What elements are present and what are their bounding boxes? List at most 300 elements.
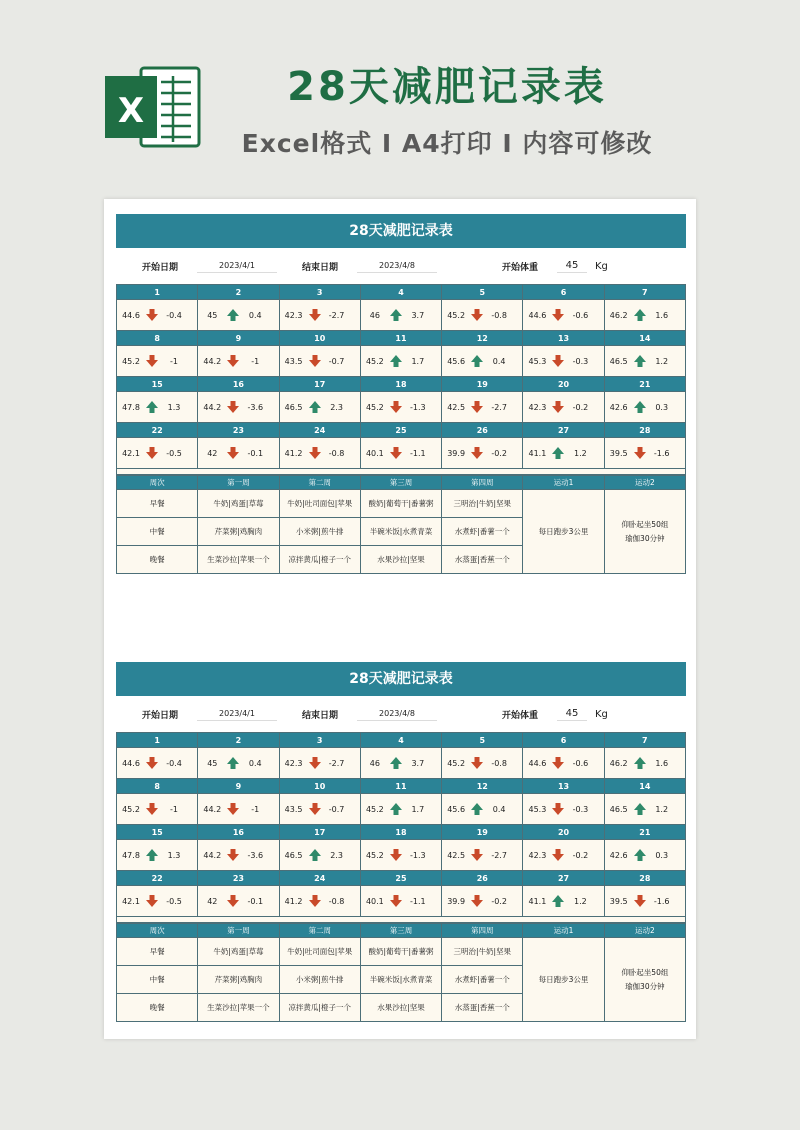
day-number: 4 [360,733,441,748]
day-weight[interactable]: 42.1 [122,896,140,906]
meal-item[interactable]: 牛奶|吐司面包|苹果 [279,490,360,518]
arrow-down-icon [551,848,565,862]
day-number: 13 [523,331,604,346]
arrow-up-icon [633,802,647,816]
day-cell[interactable] [442,748,523,779]
day-weight[interactable]: 45 [207,310,218,320]
exercise-2[interactable] [604,938,685,1022]
day-weight[interactable]: 46 [369,310,380,320]
day-cell[interactable] [117,300,198,331]
exercise-1-text: 每日跑步3公里 [538,526,589,536]
meal-item[interactable]: 小米粥|煎牛排 [279,966,360,994]
meal-item[interactable]: 三明治|牛奶|坚果 [442,938,523,966]
day-weight[interactable]: 45 [207,758,218,768]
day-number: 10 [279,331,360,346]
day-number: 18 [360,825,441,840]
day-value-row [117,840,686,871]
day-change: -0.8 [328,896,345,906]
day-change: 1.7 [411,356,425,366]
day-cell[interactable] [604,886,685,917]
day-cell[interactable] [523,748,604,779]
day-number: 23 [198,423,279,438]
day-number: 23 [198,871,279,886]
day-change: -1.1 [410,448,426,458]
exercise-2[interactable] [604,490,685,574]
meal-item[interactable]: 水果沙拉|坚果 [360,994,441,1022]
day-weight[interactable]: 41.1 [528,448,547,458]
day-weight[interactable]: 46.2 [609,310,628,320]
day-change: -0.8 [491,310,507,320]
day-change: -0.8 [328,448,345,458]
record-sheet [116,662,686,1022]
day-cell[interactable] [523,794,604,825]
day-cell[interactable] [279,840,360,871]
day-weight[interactable]: 42.5 [447,402,466,412]
day-cell[interactable] [279,438,360,469]
arrow-down-icon [308,894,322,908]
day-cell[interactable] [279,346,360,377]
day-weight[interactable]: 39.9 [447,448,466,458]
day-number: 22 [117,423,198,438]
day-cell[interactable] [198,300,279,331]
day-number: 3 [279,285,360,300]
day-change: 1.6 [655,758,669,768]
day-change: -1 [251,356,260,366]
arrow-down-icon [470,848,484,862]
day-weight[interactable]: 45.2 [365,804,384,814]
meal-item[interactable]: 水煮虾|番薯一个 [442,518,523,546]
day-change: -2.7 [491,402,507,412]
arrow-up-icon [551,894,565,908]
day-weight[interactable]: 39.5 [609,448,628,458]
meal-plan-table [116,923,686,1022]
meal-column-header: 运动1 [523,924,604,938]
day-weight[interactable]: 42.6 [609,850,628,860]
day-cell[interactable] [117,438,198,469]
day-change: -0.5 [166,896,182,906]
start-weight-value[interactable]: 45 [557,259,587,273]
day-value-row [117,886,686,917]
day-change: 0.4 [248,310,262,320]
day-cell[interactable] [360,300,441,331]
day-number: 26 [442,871,523,886]
arrow-up-icon [551,446,565,460]
day-weight[interactable]: 42 [207,896,218,906]
exercise-2-line: 仰卧起坐50组 [621,967,669,977]
arrow-up-icon [226,756,240,770]
excel-logo-letter: X [117,91,145,131]
meal-item[interactable]: 水蒸蛋|香蕉一个 [442,994,523,1022]
day-weight[interactable]: 43.5 [284,804,303,814]
day-cell[interactable] [360,346,441,377]
arrow-up-icon [389,354,403,368]
day-change: -0.4 [166,310,182,320]
sheet-title: 28天减肥记录表 [116,214,686,248]
day-number: 22 [117,871,198,886]
arrow-down-icon [551,756,565,770]
day-weight[interactable]: 39.5 [609,896,628,906]
day-weight[interactable]: 46.5 [609,804,628,814]
meal-item[interactable]: 半碗米饭|水煮青菜 [360,966,441,994]
day-cell[interactable] [523,438,604,469]
day-change: 1.2 [574,896,587,906]
meal-item[interactable]: 凉拌黄瓜|橙子一个 [279,546,360,574]
day-number: 12 [442,331,523,346]
arrow-up-icon [633,756,647,770]
arrow-down-icon [389,848,403,862]
day-cell[interactable] [523,840,604,871]
day-weight[interactable]: 44.6 [122,758,140,768]
day-weight[interactable]: 44.6 [528,310,547,320]
day-weight[interactable]: 45.3 [528,804,547,814]
day-change: -0.2 [572,402,589,412]
day-number: 20 [523,377,604,392]
day-cell[interactable] [279,748,360,779]
start-date-label: 开始日期 [142,262,179,273]
exercise-2-line: 瑜伽30分钟 [625,533,665,543]
day-number: 9 [198,779,279,794]
day-weight[interactable]: 44.2 [203,804,222,814]
day-weight[interactable]: 45.2 [447,310,466,320]
arrow-down-icon [308,446,322,460]
arrow-down-icon [633,446,647,460]
meal-item[interactable]: 芹菜粥|鸡胸肉 [198,518,279,546]
arrow-up-icon [308,848,322,862]
day-cell[interactable] [198,438,279,469]
day-cell[interactable] [117,748,198,779]
day-weight[interactable]: 43.5 [284,356,303,366]
day-number: 2 [198,285,279,300]
meal-plan-table [116,475,686,574]
day-change: -0.2 [491,896,507,906]
meal-column-header: 第一周 [198,476,279,490]
banner-subtitle: Excel格式 I A4打印 I 内容可修改 [241,129,653,158]
end-date-label: 结束日期 [302,262,339,273]
arrow-down-icon [551,308,565,322]
day-change: -0.1 [247,448,264,458]
day-cell[interactable] [117,346,198,377]
meal-item[interactable]: 牛奶|吐司面包|苹果 [279,938,360,966]
excel-logo-icon [103,62,203,152]
arrow-down-icon [551,802,565,816]
arrow-down-icon [551,400,565,414]
day-cell[interactable] [279,300,360,331]
meal-column-header: 第三周 [360,924,441,938]
day-cell[interactable] [442,346,523,377]
day-header-row [117,423,686,438]
day-cell[interactable] [198,886,279,917]
exercise-1[interactable] [523,938,604,1022]
start-date-value[interactable]: 2023/4/1 [197,259,277,273]
arrow-down-icon [226,446,240,460]
arrow-up-icon [470,354,484,368]
day-weight[interactable]: 45.2 [365,402,384,412]
day-change: -0.2 [572,850,589,860]
arrow-up-icon [145,400,159,414]
arrow-up-icon [389,756,403,770]
day-cell[interactable] [604,794,685,825]
weight-unit: Kg [595,260,608,272]
day-cell[interactable] [442,392,523,423]
day-value-row [117,748,686,779]
arrow-down-icon [389,894,403,908]
day-number: 19 [442,825,523,840]
day-cell[interactable] [360,748,441,779]
day-cell[interactable] [279,392,360,423]
day-change: -0.3 [572,804,589,814]
sheet-title: 28天减肥记录表 [116,662,686,696]
arrow-down-icon [389,446,403,460]
day-cell[interactable] [117,392,198,423]
day-weight[interactable]: 45.6 [447,356,466,366]
end-date-value[interactable]: 2023/4/8 [357,707,437,721]
meal-item[interactable]: 水果沙拉|坚果 [360,546,441,574]
day-weight[interactable]: 45.2 [122,356,140,366]
meal-item[interactable]: 生菜沙拉|苹果一个 [198,546,279,574]
day-change: 0.4 [492,356,506,366]
day-cell[interactable] [523,346,604,377]
end-date-value[interactable]: 2023/4/8 [357,259,437,273]
arrow-down-icon [551,354,565,368]
day-number: 24 [279,423,360,438]
day-weight[interactable]: 46.5 [609,356,628,366]
day-weight[interactable]: 41.1 [528,896,547,906]
day-cell[interactable] [360,886,441,917]
day-change: -0.7 [328,804,345,814]
day-weight[interactable]: 41.2 [284,448,303,458]
meal-column-header: 运动2 [604,924,685,938]
meal-column-header: 周次 [117,924,198,938]
day-number: 27 [523,871,604,886]
start-weight-value[interactable]: 45 [557,707,587,721]
day-change: -1 [170,356,178,366]
arrow-down-icon [145,354,159,368]
day-change: -0.7 [328,356,345,366]
day-number: 1 [117,285,198,300]
day-cell[interactable] [198,392,279,423]
meal-row [117,490,686,518]
day-change: -0.6 [572,758,589,768]
meal-item[interactable]: 酸奶|葡萄干|番薯粥 [360,938,441,966]
day-weight[interactable]: 42.3 [528,850,547,860]
day-number: 5 [442,285,523,300]
day-change: -0.1 [247,896,264,906]
day-change: -2.7 [328,758,345,768]
day-cell[interactable] [523,392,604,423]
day-change: 3.7 [411,310,425,320]
meal-item[interactable]: 半碗米饭|水煮青菜 [360,518,441,546]
meal-column-header: 第四周 [442,476,523,490]
day-change: 0.3 [655,402,669,412]
day-number: 28 [604,423,685,438]
day-change: -0.4 [166,758,182,768]
day-number: 11 [360,779,441,794]
day-change: 1.2 [574,448,587,458]
meal-header-row [117,476,686,490]
day-weight[interactable]: 44.2 [203,356,222,366]
day-weight[interactable]: 46 [369,758,380,768]
day-cell[interactable] [442,794,523,825]
arrow-up-icon [633,308,647,322]
day-number: 7 [604,285,685,300]
day-cell[interactable] [442,300,523,331]
day-cell[interactable] [360,392,441,423]
day-header-row [117,825,686,840]
day-weight[interactable]: 42.5 [447,850,466,860]
meal-column-header: 第二周 [279,476,360,490]
day-change: -0.5 [166,448,182,458]
day-weight[interactable]: 45.6 [447,804,466,814]
day-cell[interactable] [442,886,523,917]
day-weight[interactable]: 42.3 [284,310,303,320]
arrow-up-icon [308,400,322,414]
meal-item[interactable]: 凉拌黄瓜|橙子一个 [279,994,360,1022]
end-date-label: 结束日期 [302,710,339,721]
day-cell[interactable] [442,840,523,871]
day-cell[interactable] [198,748,279,779]
day-weight[interactable]: 44.2 [203,850,222,860]
day-weight[interactable]: 42.3 [528,402,547,412]
meal-item[interactable]: 小米粥|煎牛排 [279,518,360,546]
meal-column-header: 第三周 [360,476,441,490]
day-cell[interactable] [604,748,685,779]
day-change: 0.4 [248,758,262,768]
meal-item[interactable]: 牛奶|鸡蛋|草莓 [198,490,279,518]
day-weight[interactable]: 40.1 [365,896,384,906]
day-number: 28 [604,871,685,886]
day-number: 13 [523,779,604,794]
day-weight[interactable]: 39.9 [447,896,466,906]
day-number: 21 [604,825,685,840]
day-cell[interactable] [604,438,685,469]
arrow-down-icon [226,354,240,368]
arrow-up-icon [633,848,647,862]
day-change: -0.6 [572,310,589,320]
day-number: 8 [117,331,198,346]
day-change: -1.6 [653,896,670,906]
day-number: 16 [198,825,279,840]
day-cell[interactable] [604,392,685,423]
day-weight[interactable]: 44.2 [203,402,222,412]
day-weight[interactable]: 42.6 [609,402,628,412]
day-cell[interactable] [523,886,604,917]
day-weight[interactable]: 45.2 [365,356,384,366]
day-change: -0.8 [491,758,507,768]
exercise-2-line: 瑜伽30分钟 [625,981,665,991]
meal-row [117,938,686,966]
day-cell[interactable] [117,794,198,825]
day-change: -3.6 [247,402,264,412]
day-cell[interactable] [360,438,441,469]
day-cell[interactable] [117,840,198,871]
day-cell[interactable] [604,346,685,377]
day-header-row [117,733,686,748]
day-cell[interactable] [604,840,685,871]
day-number: 21 [604,377,685,392]
day-weight[interactable]: 42 [207,448,218,458]
day-weight[interactable]: 42.1 [122,448,140,458]
day-cell[interactable] [523,300,604,331]
day-weight[interactable]: 46.2 [609,758,628,768]
day-weight[interactable]: 44.6 [122,310,140,320]
arrow-up-icon [470,802,484,816]
day-cell[interactable] [198,794,279,825]
start-date-value[interactable]: 2023/4/1 [197,707,277,721]
exercise-2-line: 仰卧起坐50组 [621,519,669,529]
meal-column-header: 运动1 [523,476,604,490]
day-weight[interactable]: 47.8 [122,402,140,412]
daily-weight-table [116,732,686,923]
day-weight[interactable]: 41.2 [284,896,303,906]
day-value-row [117,392,686,423]
day-number: 25 [360,423,441,438]
day-weight[interactable]: 46.5 [284,402,303,412]
day-cell[interactable] [279,794,360,825]
day-number: 2 [198,733,279,748]
day-number: 24 [279,871,360,886]
day-cell[interactable] [198,346,279,377]
arrow-down-icon [308,308,322,322]
day-cell[interactable] [360,794,441,825]
day-cell[interactable] [360,840,441,871]
day-cell[interactable] [442,438,523,469]
exercise-1[interactable] [523,490,604,574]
day-cell[interactable] [117,886,198,917]
day-value-row [117,346,686,377]
day-change: 1.6 [655,310,669,320]
day-cell[interactable] [198,840,279,871]
day-number: 27 [523,423,604,438]
meal-item[interactable]: 牛奶|鸡蛋|草莓 [198,938,279,966]
day-weight[interactable]: 44.6 [528,758,547,768]
meal-name: 晚餐 [117,546,198,574]
day-number: 7 [604,733,685,748]
day-weight[interactable]: 45.2 [447,758,466,768]
start-weight-label: 开始体重 [502,262,539,273]
arrow-down-icon [145,308,159,322]
day-change: -1.6 [653,448,670,458]
day-change: 1.7 [411,804,425,814]
day-change: 2.3 [330,850,343,860]
day-number: 4 [360,285,441,300]
day-change: -1.3 [410,850,426,860]
day-weight[interactable]: 47.8 [122,850,140,860]
day-cell[interactable] [604,300,685,331]
arrow-down-icon [389,400,403,414]
meal-item[interactable]: 酸奶|葡萄干|番薯粥 [360,490,441,518]
day-header-row [117,779,686,794]
day-cell[interactable] [279,886,360,917]
day-weight[interactable]: 45.3 [528,356,547,366]
meal-item[interactable]: 芹菜粥|鸡胸肉 [198,966,279,994]
day-number: 16 [198,377,279,392]
day-weight[interactable]: 46.5 [284,850,303,860]
meal-item[interactable]: 水蒸蛋|香蕉一个 [442,546,523,574]
arrow-down-icon [145,446,159,460]
day-number: 6 [523,733,604,748]
arrow-down-icon [145,894,159,908]
day-weight[interactable]: 45.2 [122,804,140,814]
day-change: -2.7 [491,850,507,860]
day-weight[interactable]: 40.1 [365,448,384,458]
meal-item[interactable]: 三明治|牛奶|坚果 [442,490,523,518]
day-weight[interactable]: 45.2 [365,850,384,860]
meal-item[interactable]: 水煮虾|番薯一个 [442,966,523,994]
meal-name: 晚餐 [117,994,198,1022]
day-weight[interactable]: 42.3 [284,758,303,768]
meal-item[interactable]: 生菜沙拉|苹果一个 [198,994,279,1022]
arrow-down-icon [145,802,159,816]
